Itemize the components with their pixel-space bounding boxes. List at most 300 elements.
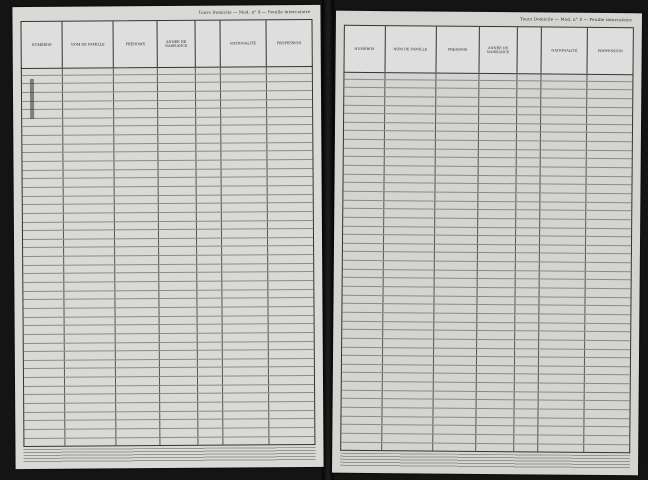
table-cell	[115, 187, 159, 195]
table-cell	[586, 220, 631, 228]
table-cell	[382, 443, 433, 451]
table-cell	[436, 123, 479, 131]
table-cell	[159, 256, 197, 264]
table-cell	[160, 385, 198, 393]
table-cell	[383, 287, 434, 295]
table-cell	[198, 359, 223, 367]
table-cell	[516, 176, 541, 184]
table-cell	[478, 253, 516, 261]
table-cell	[344, 174, 385, 182]
table-cell	[24, 412, 65, 420]
table-cell	[197, 221, 222, 229]
table-cell	[158, 109, 196, 117]
table-cell	[64, 326, 116, 334]
table-cell	[116, 360, 160, 368]
table-cell	[65, 343, 117, 351]
table-cell	[434, 305, 477, 313]
table-cell	[344, 71, 385, 79]
table-cell	[24, 378, 65, 386]
table-cell	[343, 261, 384, 269]
table-cell	[515, 288, 540, 296]
table-cell	[24, 438, 65, 446]
table-cell	[65, 403, 117, 411]
table-cell	[540, 306, 586, 314]
table-cell	[587, 159, 632, 167]
table-cell	[342, 399, 383, 407]
table-cell	[23, 170, 64, 178]
table-cell	[477, 357, 515, 365]
table-cell	[382, 374, 433, 382]
table-cell	[160, 403, 198, 411]
table-cell	[196, 117, 221, 125]
table-cell	[115, 222, 159, 230]
table-cell	[221, 117, 267, 125]
table-cell	[267, 160, 312, 168]
table-cell	[587, 177, 632, 185]
table-cell	[63, 92, 115, 100]
table-header	[20, 19, 312, 69]
table-cell	[115, 204, 159, 212]
table-cell	[24, 326, 65, 334]
table-cell	[385, 114, 436, 122]
table-cell	[268, 290, 313, 298]
table-cell	[116, 308, 160, 316]
table-cell	[515, 306, 540, 314]
table-cell	[221, 169, 267, 177]
census-table	[21, 65, 316, 447]
table-cell	[384, 149, 435, 157]
table-cell	[23, 240, 64, 248]
table-cell	[63, 170, 115, 178]
table-cell	[479, 106, 517, 114]
table-cell	[24, 343, 65, 351]
table-cell	[116, 256, 160, 264]
table-cell	[197, 282, 222, 290]
table-cell	[478, 210, 516, 218]
table-cell	[478, 236, 516, 244]
table-cell	[23, 300, 64, 308]
table-cell	[117, 403, 161, 411]
table-cell	[160, 342, 198, 350]
table-cell	[267, 151, 312, 159]
table-cell	[222, 255, 268, 263]
table-cell	[268, 264, 313, 272]
table-cell	[221, 91, 267, 99]
table-cell	[382, 417, 433, 425]
table-cell	[64, 231, 116, 239]
table-cell	[65, 421, 117, 429]
table-cell	[115, 152, 159, 160]
table-cell	[221, 186, 267, 194]
table-cell	[539, 375, 585, 383]
table-cell	[267, 143, 312, 151]
table-cell	[198, 368, 223, 376]
table-cell	[222, 307, 268, 315]
table-cell	[586, 254, 631, 262]
table-cell	[343, 200, 384, 208]
table-cell	[341, 408, 382, 416]
table-cell	[538, 435, 584, 443]
table-cell	[63, 127, 115, 135]
table-cell	[385, 97, 436, 105]
table-cell	[433, 400, 476, 408]
table-cell	[160, 360, 198, 368]
table-cell	[382, 434, 433, 442]
table-cell	[222, 299, 268, 307]
table-cell	[435, 201, 478, 209]
table-cell	[516, 262, 541, 270]
table-cell	[541, 90, 587, 98]
table-cell	[64, 248, 116, 256]
table-cell	[24, 386, 65, 394]
table-cell	[382, 356, 433, 364]
table-cell	[384, 123, 435, 131]
table-cell	[384, 218, 435, 226]
table-row	[341, 442, 629, 452]
table-cell	[23, 222, 64, 230]
table-cell	[585, 349, 630, 357]
table-cell	[221, 204, 267, 212]
table-cell	[540, 211, 586, 219]
table-cell	[587, 99, 632, 107]
table-cell	[115, 248, 159, 256]
table-cell	[384, 132, 435, 140]
table-cell	[267, 134, 312, 142]
table-cell	[342, 356, 383, 364]
table-cell	[586, 194, 631, 202]
table-cell	[515, 349, 540, 357]
table-cell	[586, 272, 631, 280]
table-cell	[434, 331, 477, 339]
table-cell	[158, 144, 196, 152]
table-cell	[515, 297, 540, 305]
table-cell	[64, 291, 116, 299]
table-cell	[585, 315, 630, 323]
table-cell	[116, 377, 160, 385]
table-cell	[22, 119, 63, 127]
table-cell	[586, 237, 631, 245]
table-cell	[158, 152, 196, 160]
table-cell	[116, 282, 160, 290]
table-cell	[63, 101, 115, 109]
table-cell	[384, 175, 435, 183]
table-cell	[541, 202, 587, 210]
table-cell	[479, 141, 517, 149]
table-cell	[540, 297, 586, 305]
table-cell	[267, 74, 312, 82]
table-cell	[477, 374, 515, 382]
table-cell	[478, 279, 516, 287]
table-cell	[23, 214, 64, 222]
table-cell	[479, 167, 517, 175]
table-header	[343, 25, 633, 76]
table-cell	[197, 308, 222, 316]
table-cell	[342, 382, 383, 390]
table-cell	[220, 74, 266, 82]
table-cell	[343, 235, 384, 243]
table-cell	[478, 184, 516, 192]
table-cell	[538, 444, 584, 452]
table-cell	[515, 331, 540, 339]
table-cell	[514, 435, 539, 443]
table-cell	[63, 161, 115, 169]
table-cell	[479, 150, 517, 158]
table-cell	[434, 374, 477, 382]
table-cell	[23, 188, 64, 196]
table-cell	[384, 201, 435, 209]
table-cell	[476, 435, 514, 443]
table-cell	[539, 392, 585, 400]
table-cell	[341, 434, 382, 442]
table-cell	[24, 395, 65, 403]
table-cell	[63, 179, 115, 187]
table-cell	[22, 84, 63, 92]
table-cell	[479, 124, 517, 132]
table-cell	[269, 385, 314, 393]
table-cell	[515, 340, 540, 348]
table-cell	[476, 426, 514, 434]
table-cell	[476, 400, 514, 408]
table-cell	[479, 72, 517, 80]
table-cell	[343, 226, 384, 234]
table-cell	[64, 282, 116, 290]
table-cell	[158, 83, 196, 91]
census-sheet-right	[332, 11, 642, 476]
table-cell	[478, 271, 516, 279]
table-cell	[24, 335, 65, 343]
table-cell	[586, 280, 631, 288]
table-cell	[341, 416, 382, 424]
table-cell	[268, 229, 313, 237]
table-cell	[64, 205, 116, 213]
table-cell	[433, 426, 476, 434]
table-cell	[222, 342, 268, 350]
table-cell	[344, 79, 385, 87]
table-cell	[22, 136, 63, 144]
table-cell	[221, 100, 267, 108]
table-cell	[114, 109, 158, 117]
table-cell	[587, 133, 632, 141]
table-cell	[63, 135, 115, 143]
table-cell	[197, 247, 222, 255]
table-cell	[269, 393, 314, 401]
table-cell	[477, 331, 515, 339]
table-cell	[114, 75, 158, 83]
table-cell	[342, 339, 383, 347]
table-cell	[516, 228, 541, 236]
table-cell	[267, 125, 312, 133]
table-cell	[385, 106, 436, 114]
table-cell	[383, 278, 434, 286]
column-header: PRÉNOMS	[436, 27, 480, 73]
table-cell	[515, 280, 540, 288]
column-header: PROFESSION	[597, 48, 623, 54]
table-cell	[478, 176, 516, 184]
table-cell	[116, 317, 160, 325]
table-cell	[540, 271, 586, 279]
table-cell	[383, 322, 434, 330]
table-cell	[222, 247, 268, 255]
table-cell	[196, 161, 221, 169]
table-cell	[342, 365, 383, 373]
table-cell	[587, 151, 632, 159]
table-cell	[477, 392, 515, 400]
table-cell	[269, 437, 314, 445]
table-cell	[63, 110, 115, 118]
table-cell	[115, 230, 159, 238]
table-cell	[196, 66, 221, 74]
table-cell	[587, 125, 632, 133]
table-cell	[477, 305, 515, 313]
table-cell	[159, 316, 197, 324]
table-cell	[542, 72, 588, 80]
table-cell	[587, 116, 632, 124]
table-cell	[221, 221, 267, 229]
table-cell	[159, 230, 197, 238]
table-cell	[23, 196, 64, 204]
table-cell	[344, 105, 385, 113]
table-cell	[65, 429, 117, 437]
table-cell	[197, 187, 222, 195]
table-cell	[160, 334, 198, 342]
table-cell	[479, 158, 517, 166]
table-cell	[436, 132, 479, 140]
table-cell	[541, 142, 587, 150]
table-cell	[383, 304, 434, 312]
table-cell	[585, 323, 630, 331]
table-cell	[197, 195, 222, 203]
table-cell	[516, 236, 541, 244]
table-cell	[540, 237, 586, 245]
table-cell	[221, 195, 267, 203]
table-cell	[514, 392, 539, 400]
table-cell	[517, 72, 542, 80]
table-cell	[223, 402, 269, 410]
table-cell	[434, 339, 477, 347]
table-cell	[540, 280, 586, 288]
table-cell	[433, 383, 476, 391]
table-cell	[384, 158, 435, 166]
table-cell	[344, 157, 385, 165]
table-cell	[382, 365, 433, 373]
table-cell	[342, 304, 383, 312]
table-cell	[64, 300, 116, 308]
table-cell	[384, 227, 435, 235]
table-cell	[516, 159, 541, 167]
table-cell	[159, 239, 197, 247]
table-cell	[24, 361, 65, 369]
table-cell	[514, 444, 539, 452]
table-cell	[515, 323, 540, 331]
table-cell	[436, 115, 479, 123]
table-cell	[516, 211, 541, 219]
table-cell	[196, 126, 221, 134]
table-cell	[343, 183, 384, 191]
table-cell	[197, 299, 222, 307]
table-cell	[541, 159, 587, 167]
column-header: NUMÉROS	[21, 22, 62, 68]
table-cell	[479, 115, 517, 123]
table-cell	[116, 343, 160, 351]
table-cell	[479, 98, 517, 106]
table-cell	[223, 385, 269, 393]
table-cell	[584, 427, 629, 435]
table-cell	[434, 270, 477, 278]
table-cell	[586, 263, 631, 271]
footnote-text	[23, 447, 315, 463]
table-cell	[220, 65, 266, 73]
table-cell	[115, 196, 159, 204]
table-cell	[587, 82, 632, 90]
table-cell	[115, 127, 159, 135]
table-cell	[115, 170, 159, 178]
table-cell	[269, 359, 314, 367]
table-cell	[586, 228, 631, 236]
table-cell	[539, 418, 585, 426]
table-cell	[585, 401, 630, 409]
table-cell	[64, 256, 116, 264]
table-cell	[116, 273, 160, 281]
table-cell	[198, 385, 223, 393]
table-cell	[267, 82, 312, 90]
table-cell	[196, 92, 221, 100]
table-cell	[198, 429, 223, 437]
table-cell	[344, 166, 385, 174]
table-cell	[342, 390, 383, 398]
table-cell	[433, 443, 476, 451]
table-cell	[196, 135, 221, 143]
table-cell	[515, 366, 540, 374]
table-cell	[269, 350, 314, 358]
table-cell	[159, 273, 197, 281]
table-cell	[117, 438, 161, 446]
table-cell	[115, 144, 159, 152]
table-cell	[196, 152, 221, 160]
table-cell	[517, 98, 542, 106]
table-cell	[584, 436, 629, 444]
table-cell	[269, 419, 314, 427]
footnote-text	[340, 453, 630, 470]
table-cell	[541, 98, 587, 106]
table-cell	[22, 162, 63, 170]
table-cell	[268, 333, 313, 341]
table-cell	[541, 107, 587, 115]
table-cell	[268, 195, 313, 203]
table-cell	[269, 367, 314, 375]
table-cell	[222, 350, 268, 358]
table-cell	[222, 325, 268, 333]
table-cell	[64, 213, 116, 221]
table-cell	[160, 411, 198, 419]
table-cell	[64, 222, 116, 230]
table-cell	[198, 403, 223, 411]
table-cell	[117, 412, 161, 420]
table-cell	[341, 442, 382, 450]
table-cell	[197, 290, 222, 298]
table-cell	[344, 131, 385, 139]
table-cell	[158, 118, 196, 126]
table-cell	[114, 92, 158, 100]
table-cell	[587, 107, 632, 115]
table-cell	[540, 254, 586, 262]
table-cell	[434, 322, 477, 330]
table-cell	[221, 160, 267, 168]
table-cell	[382, 391, 433, 399]
table-cell	[585, 341, 630, 349]
table-cell	[436, 141, 479, 149]
table-cell	[22, 110, 63, 118]
table-cell	[64, 308, 116, 316]
